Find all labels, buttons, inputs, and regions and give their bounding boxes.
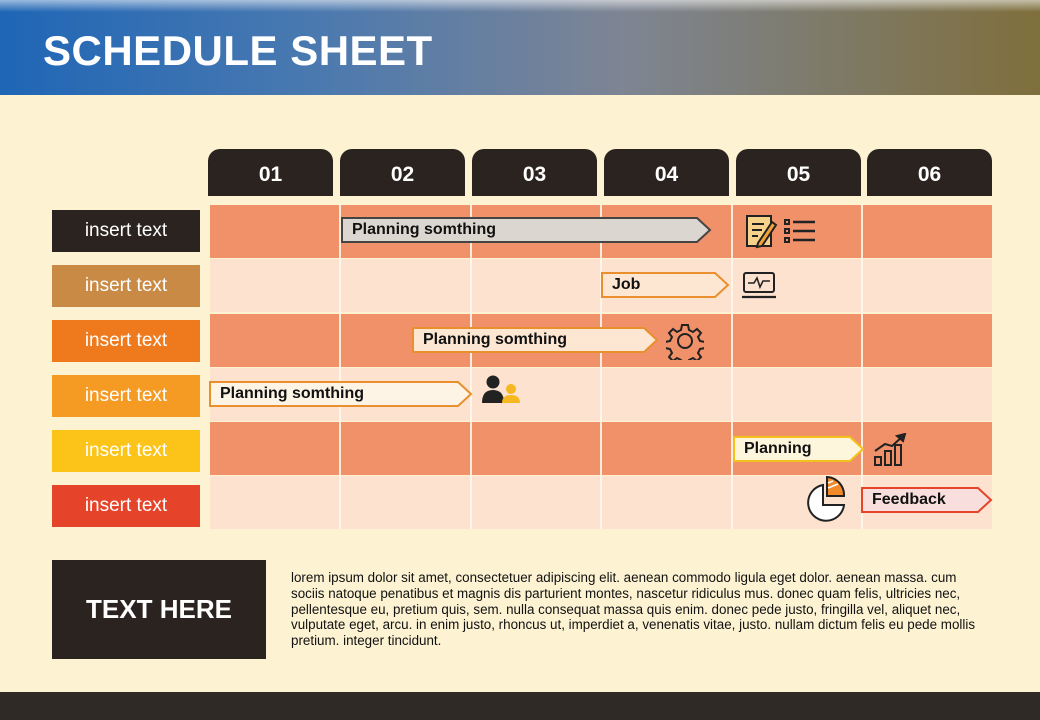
task-bar-2[interactable]: [601, 272, 729, 298]
checklist-icon: [744, 213, 820, 249]
task-bar-label: Planning: [744, 440, 812, 457]
task-bar-5[interactable]: [733, 436, 864, 462]
monitor-pulse-icon: [741, 270, 777, 300]
task-bar-label: Feedback: [872, 491, 946, 508]
grid-divider: [731, 204, 733, 529]
task-bar-label: Planning somthing: [220, 385, 364, 402]
task-bar-1[interactable]: [341, 217, 711, 243]
page-title: SCHEDULE SHEET: [43, 27, 433, 74]
footer-bar: [0, 692, 1040, 720]
row-label-2[interactable]: insert text: [52, 265, 200, 307]
row-label-3[interactable]: insert text: [52, 320, 200, 362]
column-header-01: 01: [208, 149, 333, 196]
column-header-06: 06: [867, 149, 992, 196]
row-label-4[interactable]: insert text: [52, 375, 200, 417]
gear-icon: [666, 322, 704, 360]
task-bar-3[interactable]: [412, 327, 658, 353]
pie-chart-icon: [801, 476, 849, 526]
column-header-03: 03: [472, 149, 597, 196]
row-label-6[interactable]: insert text: [52, 485, 200, 527]
header-banner: [0, 0, 1040, 95]
task-bar-label: Planning somthing: [352, 221, 496, 238]
column-header-04: 04: [604, 149, 729, 196]
column-header-05: 05: [736, 149, 861, 196]
grid-divider: [600, 204, 602, 529]
text-here-box: TEXT HERE: [52, 560, 266, 659]
row-label-5[interactable]: insert text: [52, 430, 200, 472]
task-bar-6[interactable]: [861, 487, 992, 513]
people-icon: [481, 374, 521, 404]
grid-divider: [339, 204, 341, 529]
growth-chart-icon: [872, 433, 908, 467]
task-bar-label: Planning somthing: [423, 331, 567, 348]
description-paragraph: lorem ipsum dolor sit amet, consectetuer adipiscing elit. aenean commodo ligula eget dolor. aenean massa. cum sociis natoque penatibus et magnis dis parturient montes, nascetur ridiculus mus. donec quam felis, ultricies nec, pellentesque eu, pretium quis, sem. nulla consequat massa quis enim. donec pede justo, fringilla vel, aliquet nec, vulputate eget, arcu. in enim justo, rhoncus ut, imperdiet a, venenatis vitae, justo. nullam dictum felis eu pede mollis pretium. integer tincidunt.: [291, 570, 976, 649]
grid-divider: [861, 204, 863, 529]
row-label-1[interactable]: insert text: [52, 210, 200, 252]
task-bar-4[interactable]: [209, 381, 472, 407]
column-header-02: 02: [340, 149, 465, 196]
task-bar-label: Job: [612, 276, 641, 293]
grid-divider: [470, 204, 472, 529]
